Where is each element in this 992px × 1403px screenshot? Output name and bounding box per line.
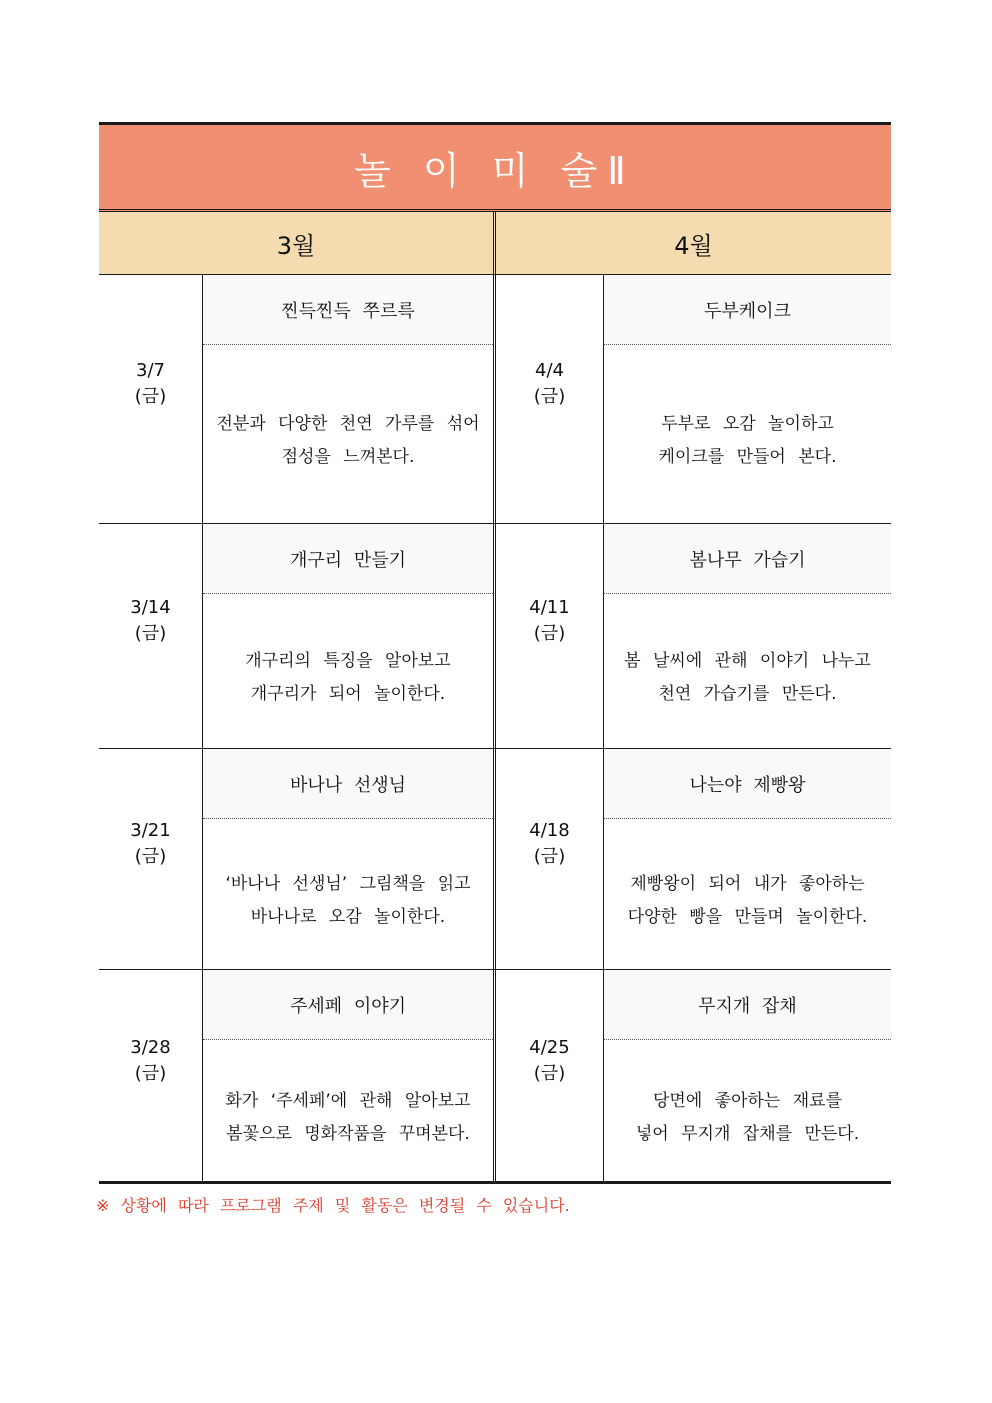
description-line: 케이크를 만들어 본다.	[658, 447, 837, 467]
date-cell	[496, 749, 604, 969]
month-header-april: 4월	[674, 231, 713, 260]
description-line: 제빵왕이 되어 내가 좋아하는	[630, 874, 865, 894]
table-row	[99, 749, 891, 970]
description-line: 개구리의 특징을 알아보고	[245, 651, 451, 671]
activity-cell	[203, 275, 493, 523]
date-label: 3/14	[130, 597, 171, 618]
table-row	[99, 275, 891, 524]
date-label: 4/18	[529, 820, 570, 841]
activity-description	[203, 1040, 493, 1181]
date-cell	[99, 275, 203, 523]
date-label: 3/21	[130, 820, 171, 841]
activity-cell	[203, 524, 493, 748]
description-line: 전분과 다양한 천연 가루를 섞어	[216, 414, 480, 434]
activity-cell	[604, 524, 891, 748]
activity-title: 무지개 잡채	[604, 970, 891, 1040]
description-line: 당면에 좋아하는 재료를	[652, 1090, 843, 1111]
date-label: 4/4	[535, 360, 564, 381]
date-cell	[496, 275, 604, 523]
weekday-label: (금)	[533, 623, 566, 644]
table-row	[99, 970, 891, 1181]
date-cell	[99, 970, 203, 1181]
month-header-row	[99, 212, 891, 275]
activity-title: 나는야 제빵왕	[604, 749, 891, 819]
weekday-label: (금)	[134, 386, 167, 407]
description-line: 봄꽃으로 명화작품을 꾸며본다.	[226, 1123, 470, 1144]
description-line: 천연 가습기를 만든다.	[658, 684, 837, 704]
march-cell	[99, 524, 496, 748]
activity-description	[604, 345, 891, 523]
date-label: 4/25	[529, 1036, 570, 1058]
description-line: 다양한 빵을 만들며 놀이한다.	[627, 907, 868, 927]
schedule-sheet	[99, 122, 891, 1184]
weekday-label: (금)	[134, 623, 167, 644]
date-cell	[496, 970, 604, 1181]
march-cell	[99, 970, 496, 1181]
april-cell	[496, 524, 891, 748]
activity-grid	[99, 275, 891, 1184]
weekday-label: (금)	[134, 846, 167, 867]
weekday-label: (금)	[533, 1062, 566, 1084]
activity-description	[604, 594, 891, 748]
description-line: 점성을 느껴본다.	[281, 447, 415, 467]
activity-cell	[604, 275, 891, 523]
activity-title: 주세페 이야기	[203, 970, 493, 1040]
description-line: 넣어 무지개 잡채를 만든다.	[635, 1123, 860, 1144]
activity-description	[203, 819, 493, 969]
change-notice: ※ 상황에 따라 프로그램 주제 및 활동은 변경될 수 있습니다.	[96, 1196, 570, 1215]
april-cell	[496, 749, 891, 969]
description-line: ‘바나나 선생님’ 그림책을 읽고	[225, 874, 471, 894]
description-line: 화가 ‘주세페’에 관해 알아보고	[225, 1090, 471, 1111]
description-line: 봄 날씨에 관해 이야기 나누고	[624, 651, 871, 671]
date-cell	[496, 524, 604, 748]
date-label: 4/11	[529, 597, 570, 618]
activity-description	[203, 594, 493, 748]
activity-title: 찐득찐득 쭈르륵	[203, 275, 493, 345]
activity-cell	[604, 749, 891, 969]
weekday-label: (금)	[533, 846, 566, 867]
april-cell	[496, 970, 891, 1181]
date-label: 3/28	[130, 1036, 171, 1058]
activity-cell	[604, 970, 891, 1181]
april-cell	[496, 275, 891, 523]
description-line: 개구리가 되어 놀이한다.	[250, 684, 446, 704]
date-cell	[99, 524, 203, 748]
description-line: 두부로 오감 놀이하고	[661, 414, 834, 434]
weekday-label: (금)	[533, 386, 566, 407]
activity-description	[604, 819, 891, 969]
activity-title: 두부케이크	[604, 275, 891, 345]
date-label: 3/7	[136, 360, 165, 381]
activity-description	[203, 345, 493, 523]
activity-cell	[203, 970, 493, 1181]
activity-title: 개구리 만들기	[203, 524, 493, 594]
date-cell	[99, 749, 203, 969]
weekday-label: (금)	[134, 1062, 167, 1084]
description-line: 바나나로 오감 놀이한다.	[250, 907, 446, 927]
page-title: 놀 이 미 술Ⅱ	[99, 122, 891, 212]
activity-title: 바나나 선생님	[203, 749, 493, 819]
activity-cell	[203, 749, 493, 969]
table-row	[99, 524, 891, 749]
month-header-march: 3월	[99, 212, 496, 274]
march-cell	[99, 275, 496, 523]
activity-description	[604, 1040, 891, 1181]
activity-title: 봄나무 가습기	[604, 524, 891, 594]
march-cell	[99, 749, 496, 969]
